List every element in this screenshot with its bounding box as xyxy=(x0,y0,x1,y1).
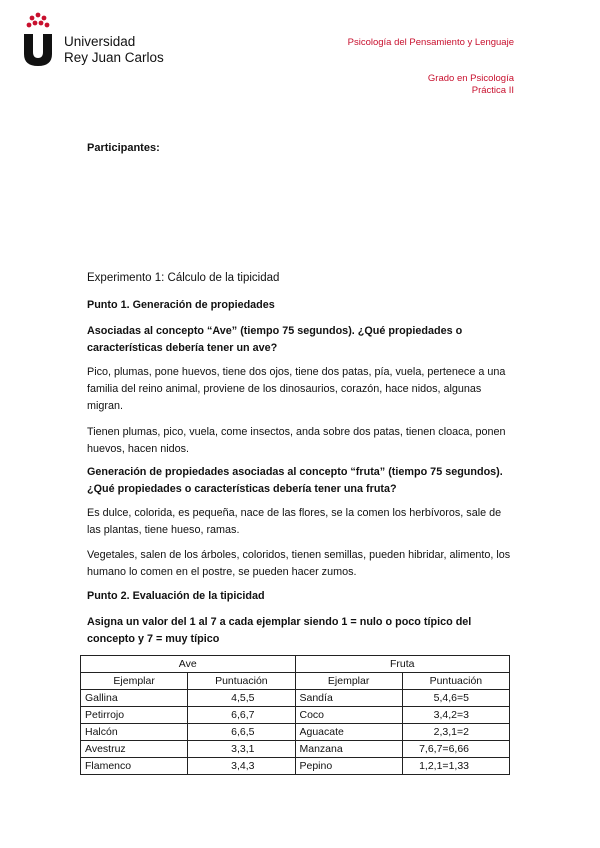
fruta-exemplar: Manzana xyxy=(295,741,402,758)
ave-score: 6,6,7 xyxy=(188,707,295,724)
answer-fruta-1-text: Es dulce, colorida, es pequeña, nace de las flores, se la comen los herbívoros, sale de las plantas, tiene hueso, ramas. xyxy=(87,507,502,536)
question-ave-text: Asociadas al concepto “Ave” (tiempo 75 segundos). ¿Qué propiedades o características debería tener un ave? xyxy=(87,325,463,354)
table-row xyxy=(81,758,510,775)
table-group-header xyxy=(81,656,510,673)
col-ejemplar-ave: Ejemplar xyxy=(81,673,188,690)
fruta-score: 1,2,1=1,33 xyxy=(402,758,509,775)
group-fruta-header: Fruta xyxy=(295,656,510,673)
fruta-score: 7,6,7=6,66 xyxy=(402,741,509,758)
ave-exemplar: Flamenco xyxy=(81,758,188,775)
question-fruta xyxy=(87,464,513,498)
table-column-header xyxy=(81,673,510,690)
university-name-line2: Rey Juan Carlos xyxy=(64,50,164,65)
table-row xyxy=(81,724,510,741)
answer-ave-1 xyxy=(87,364,513,415)
urjc-logo-icon xyxy=(20,12,64,68)
table-row xyxy=(81,741,510,758)
col-puntuacion-ave: Puntuación xyxy=(188,673,295,690)
fruta-score: 3,4,2=3 xyxy=(402,707,509,724)
question-ave xyxy=(87,323,513,357)
ave-score: 3,3,1 xyxy=(188,741,295,758)
ave-score: 3,4,3 xyxy=(188,758,295,775)
punto2-title: Punto 2. Evaluación de la tipicidad xyxy=(87,590,265,602)
fruta-score: 5,4,6=5 xyxy=(402,690,509,707)
question-fruta-text: Generación de propiedades asociadas al concepto “fruta” (tiempo 75 segundos). ¿Qué propiedades o características debería tener una fruta? xyxy=(87,466,503,495)
participants-label: Participantes: xyxy=(87,142,160,154)
ave-exemplar: Avestruz xyxy=(81,741,188,758)
experiment-title: Experimento 1: Cálculo de la tipicidad xyxy=(87,272,280,284)
fruta-exemplar: Pepino xyxy=(295,758,402,775)
punto1-section xyxy=(87,297,513,314)
fruta-exemplar: Sandía xyxy=(295,690,402,707)
answer-ave-1-text: Pico, plumas, pone huevos, tiene dos ojos, tiene dos patas, pía, vuela, pertenece a una familia del reino animal, proviene de los dinosaurios, corazón, hace nidos, algunas migran. xyxy=(87,366,506,412)
fruta-exemplar: Aguacate xyxy=(295,724,402,741)
punto1-title: Punto 1. Generación de propiedades xyxy=(87,299,275,311)
degree-block xyxy=(428,73,514,97)
typicality-table xyxy=(80,655,510,775)
ave-exemplar: Petirrojo xyxy=(81,707,188,724)
university-logo xyxy=(20,12,180,72)
group-ave-header: Ave xyxy=(81,656,296,673)
answer-fruta-2-text: Vegetales, salen de los árboles, coloridos, tienen semillas, pueden hibridar, alimento, los humano lo comen en el postre, se pueden hacer zumos. xyxy=(87,549,511,578)
ave-score: 6,6,5 xyxy=(188,724,295,741)
fruta-score: 2,3,1=2 xyxy=(402,724,509,741)
col-ejemplar-fruta: Ejemplar xyxy=(295,673,402,690)
degree-name: Grado en Psicología xyxy=(427,73,514,84)
answer-ave-2-text: Tienen plumas, pico, vuela, come insectos, anda sobre dos patas, tienen cloaca, ponen huevos, hacen nidos. xyxy=(87,426,506,455)
answer-ave-2 xyxy=(87,424,513,458)
col-puntuacion-fruta: Puntuación xyxy=(402,673,509,690)
punto2-instruction-text: Asigna un valor del 1 al 7 a cada ejemplar siendo 1 = nulo o poco típico del concepto y 7 = muy típico xyxy=(87,616,472,645)
ave-score: 4,5,5 xyxy=(188,690,295,707)
fruta-exemplar: Coco xyxy=(295,707,402,724)
table-row xyxy=(81,707,510,724)
punto2-instruction xyxy=(87,614,513,648)
practice-name: Práctica II xyxy=(471,85,514,96)
answer-fruta-1 xyxy=(87,505,513,539)
university-name-line1: Universidad xyxy=(64,34,136,49)
ave-exemplar: Halcón xyxy=(81,724,188,741)
ave-exemplar: Gallina xyxy=(81,690,188,707)
answer-fruta-2 xyxy=(87,547,513,581)
course-name: Psicología del Pensamiento y Lenguaje xyxy=(347,37,514,48)
punto2-section xyxy=(87,588,513,605)
table-row xyxy=(81,690,510,707)
